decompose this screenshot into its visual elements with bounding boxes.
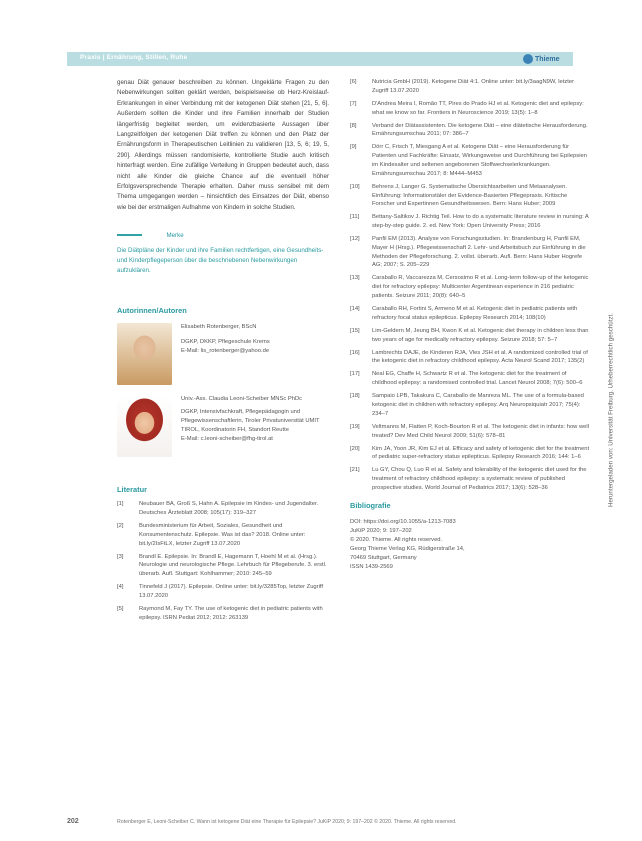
reference-number: [17]	[350, 371, 360, 378]
reference-number: [4]	[117, 584, 124, 591]
reference-item	[350, 183, 590, 209]
reference-number: [15]	[350, 327, 360, 334]
page-number: 202	[67, 818, 79, 825]
reference-number: [20]	[350, 445, 360, 452]
reference-number: [18]	[350, 393, 360, 400]
reference-number: [21]	[350, 467, 360, 474]
reference-text: Sampaio LPB, Takakura C, Caraballo de Manreza ML. The use of a formula-based ketogenic diet in children with refractory epilepsy. Arq Neuropsiquiatr 2017; 75(4): 234–7	[372, 393, 584, 417]
reference-item	[350, 274, 590, 300]
bibliografie-line: JuKiP 2020; 9: 197–202	[350, 527, 412, 534]
merke-bar	[117, 234, 142, 236]
reference-number: [13]	[350, 275, 360, 282]
right-column	[350, 78, 590, 572]
footer-citation: Rotenberger E, Leoni-Scheiber C. Wann ist ketogene Diät eine Therapie für Epilepsie? JuKiP 2020; 9: 197–202 © 2020. Thieme. All rights reserved.	[117, 819, 457, 825]
bibliografie-line[interactable]: DOI: https://doi.org/10.1055/a-1213-7083	[350, 518, 456, 525]
reference-item	[350, 143, 590, 178]
author-info	[181, 323, 270, 385]
author-affiliation: DGKP, Intensivfachkraft, Pflegepädagogin und Pflegewissenschaftlerin, Tiroler Privatuniversität UMIT TIROL, Koordinatorin FH, Standort Reutte	[181, 409, 320, 434]
reference-item	[350, 327, 590, 345]
reference-item	[117, 553, 329, 579]
author-card	[117, 323, 329, 385]
reference-number: [3]	[117, 553, 124, 560]
body-paragraph: genau Diät genauer beschreiben zu können. Ungeklärte Fragen zu den Nebenwirkungen sollten geklärt werden, beispielsweise ob Herz-Kreislauf-Erkrankungen in einer Verbindung mit der ketogenen Diät stehen [21, 5, 6]. Außerdem sollten die Kinder und ihre Familien innerhalb der Studien längerfristig begleitet werden, um evidenzbasierte Aussagen über Langzeitfolgen der ketogenen Diät treffen zu können und den Platz der Ernährungsform in Therapeutischen Leitlinien zu validieren [13, 5, 6; 19, 5, 290]. Allerdings müssen randomisierte, kontrollierte Studie auch kritisch hinterfragt werden. Eine zufällige Verteilung in Gruppen bedeutet auch, dass nicht alle Kinder die gleiche Chance auf die eventuell höher Erfolgsversprechende Therapie erhalten. Daher muss sensibel mit dem Thema umgegangen werden – hinsichtlich des Einsatzes der Diät, ebenso wie bei der erstmaligen Aufnahme von Kindern in solche Studien.	[117, 79, 329, 211]
reference-item	[350, 100, 590, 118]
reference-number: [16]	[350, 349, 360, 356]
reference-number: [7]	[350, 100, 357, 107]
reference-number: [9]	[350, 144, 357, 151]
author-email[interactable]: E-Mail: lis_rotenberger@yahoo.de	[181, 348, 270, 355]
reference-text: Dörr C, Frisch T, Miesgang A et al. Ketogene Diät – eine Herausforderung für Patienten und Fachkräfte: Einsatz, Wirkungsweise und Durchführung bei Epilepsien im Kindesalter und seltenen angeborenen Stoffwechselerkrankungen. Ernährungsumschau 2017; 8: M444–M453	[372, 144, 587, 177]
reference-item	[350, 466, 590, 492]
reference-item	[350, 349, 590, 367]
reference-number: [2]	[117, 523, 124, 530]
author-email[interactable]: E-Mail: c.leoni-scheiber@fhg-tirol.at	[181, 436, 273, 443]
merke-box	[117, 226, 329, 276]
reference-text: Bettany-Saltikov J. Richtig Teil. How to do a systematic literature review in nursing: A step-by-step guide. 2. ed. New York: Open University Press; 2016	[372, 214, 589, 230]
reference-text: Caraballo RH, Fortini S, Armeno M et al. Ketogenic diet in pediatric patients with refractory focal status epilepticus. Epilepsy Research 2014; 108(10)	[372, 306, 578, 321]
reference-item	[350, 78, 590, 96]
left-column	[117, 78, 329, 627]
bibliografie-line: ISSN 1439-2569	[350, 563, 393, 570]
reference-item	[350, 370, 590, 388]
reference-item	[350, 213, 590, 231]
side-note: Heruntergeladen von: Universität Freiburg. Urheberrechtlich geschützt.	[607, 313, 615, 507]
bibliografie-line: © 2020. Thieme. All rights reserved.	[350, 536, 443, 543]
reference-text: Lim-Geldern M, Jeung BH, Kwon K et al. Ketogenic diet therapy in children less than two years of age for medically refractory epilepsy. Seizure 2018; 57: 5–7	[372, 327, 589, 343]
reference-item	[350, 122, 590, 140]
reference-text: Veltmanns M, Flatten P, Koch-Bourton R et al. The ketogenic diet in infants: how well treated? Dev Med Child Neurol 2009; 51(6): 578–81	[372, 423, 589, 439]
reference-text: Neal EG, Chaffe H, Schwartz R et al. The ketogenic diet for the treatment of childhood epilepsy: a randomised controlled trial. Lancet Neurol 2008; 7(6): 500–6	[372, 371, 583, 387]
reference-text: Neubauer BA, Groß S, Hahn A. Epilepsie im Kindes- und Jugendalter. Deutsches Ärzteblatt 2008; 105(17): 319–327	[139, 501, 319, 517]
reference-item	[350, 423, 590, 441]
reference-item	[117, 500, 329, 518]
author-affiliation: DGKP, DKKP, Pflegeschule Krems	[181, 339, 270, 346]
literature-title: Literatur	[117, 485, 147, 495]
bibliografie-title: Bibliografie	[350, 500, 391, 510]
reference-text: Kim JA, Yoon JR, Kim EJ et al. Efficacy and safety of ketogenic diet for the treatment of pediatric super-refractory status epilepticus. Epilepsy Research 2016; 144: 1–6	[372, 445, 590, 461]
author-name: Elisabeth Rotenberger, BScN	[181, 324, 257, 331]
reference-text: Verband der Diätassistenten. Die ketogene Diät – eine diätetische Herausforderung. Ernährungsumschau 2011; 07: 386–7	[372, 122, 588, 138]
reference-number: [14]	[350, 306, 360, 313]
author-photo	[117, 395, 172, 457]
reference-number: [1]	[117, 501, 124, 508]
reference-list-left	[117, 500, 329, 622]
reference-text: Brandl E. Epilepsie. In: Brandl E, Hagemann T, Hoehl M et al. (Hrsg.). Neurologie und neurologische Pflege. Lehrbuch für Pflegeberufe. 3. erstl. überarb. Aufl. Stuttgart: Kohlhammer; 2010: 245–59	[139, 553, 327, 578]
reference-number: [5]	[117, 606, 124, 612]
merke-title: Merke	[166, 231, 184, 239]
reference-list-right	[350, 78, 590, 493]
reference-text: Caraballo R, Vaccarezza M, Cersosimo R et al. Long-term follow-up of the ketogenic diet for refractory epilepsy: Multicenter Argentinean experience in 216 pediatric patients. Seizure 2011; 20(8): 640–5	[372, 275, 589, 300]
section-label: Praxis | Ernährung, Stillen, Ruhe	[80, 54, 188, 61]
reference-text: Nutricia GmbH (2019). Ketogene Diät 4:1. Online unter: bit.ly/3aagN9W, letzter Zugriff 13.07.2020	[372, 79, 575, 94]
reference-number: [19]	[350, 423, 360, 430]
author-info	[181, 395, 329, 457]
reference-item	[117, 522, 329, 548]
reference-number: [8]	[350, 122, 357, 129]
publisher-logo	[523, 54, 560, 64]
reference-number: [12]	[350, 236, 360, 243]
author-card	[117, 395, 329, 457]
reference-text: Lu GY, Chou Q, Luo R et al. Safety and tolerability of the ketogenic diet used for the treatment of refractory childhood epilepsy: a systematic review of published prospective studies. World Journal of Pediatrics 2017; 13(6): 528–36	[372, 467, 587, 491]
reference-number: [10]	[350, 183, 360, 190]
reference-text: D'Andrea Meira I, Romão TT, Pires do Prado HJ et al. Ketogenic diet and epilepsy: what we know so far. Frontiers in Neuroscience 2019; 13(5): 1–8	[372, 100, 584, 116]
reference-text: Bundesministerium für Arbeit, Soziales, Gesundheit und Konsumentenschutz. Epilepsie. Was ist das? 2018. Online unter: bit.ly/2IsFtLX, letzter Zugriff 13.07.2020	[139, 523, 306, 547]
reference-number: [6]	[350, 79, 357, 85]
bibliografie-block	[350, 518, 590, 572]
bibliografie-line: 70469 Stuttgart, Germany	[350, 554, 417, 561]
bibliografie-line: Georg Thieme Verlag KG, Rüdigerstraße 14,	[350, 545, 465, 552]
authors-title: Autorinnen/Autoren	[117, 306, 187, 316]
author-photo	[117, 323, 172, 385]
reference-item	[350, 235, 590, 270]
reference-item	[350, 305, 590, 323]
reference-text: Behrens J, Langer G. Systematische Übersichtsarbeiten und Metaanalysen. Einführung: Informationstäler der Evidence-Basierten Pflegepraxis. Kritische Forscher und Expertinnen Gesundheitswesen. Bern: Hans Huber; 2009	[372, 183, 568, 208]
author-name: Univ.-Ass. Claudia Leoni-Scheiber MNSc PhDc	[181, 396, 303, 403]
reference-number: [11]	[350, 214, 360, 221]
reference-text: Raymond M, Fay TY. The use of ketogenic diet in pediatric patients with epilepsy. ISRN Pediat 2012; 2012: 263139	[139, 606, 323, 621]
logo-text: Thieme	[535, 55, 560, 63]
reference-item	[117, 583, 329, 601]
reference-text: Lambrechts DAJE, de Kinderen RJA, Vles JSH et al. A randomized controlled trial of the ketogenic diet in refractory childhood epilepsy. Acta Neurol Scand 2017; 135(2)	[372, 349, 588, 365]
reference-text: Tinnefeld J (2017). Epilepsie. Online unter: bit.ly/3285Top, letzter Zugriff 13.07.2020	[139, 584, 323, 600]
thieme-logo-icon	[523, 54, 533, 64]
reference-item	[350, 392, 590, 418]
merke-text: Die Diätpläne der Kinder und ihre Familien rechtfertigen, eine Gesundheits- und Kinderpflegeperson über die beschriebenen Nebenwirkungen aufzuklären.	[117, 247, 324, 275]
reference-item	[350, 445, 590, 463]
reference-text: Panfil EM (2013). Analyse von Forschungsstudien. In: Brandenburg H, Panfil EM, Mayer H (Hrsg.). Pflegewissenschaft 2. Lehr- und Arbeitsbuch zur Einführung in die Methoden der Pflegeforschung. 2. vollst. überarb. Aufl. Bern: Hans Huber Hogrefe AG; 2007; S. 205–229	[372, 236, 586, 269]
reference-item	[117, 605, 329, 623]
